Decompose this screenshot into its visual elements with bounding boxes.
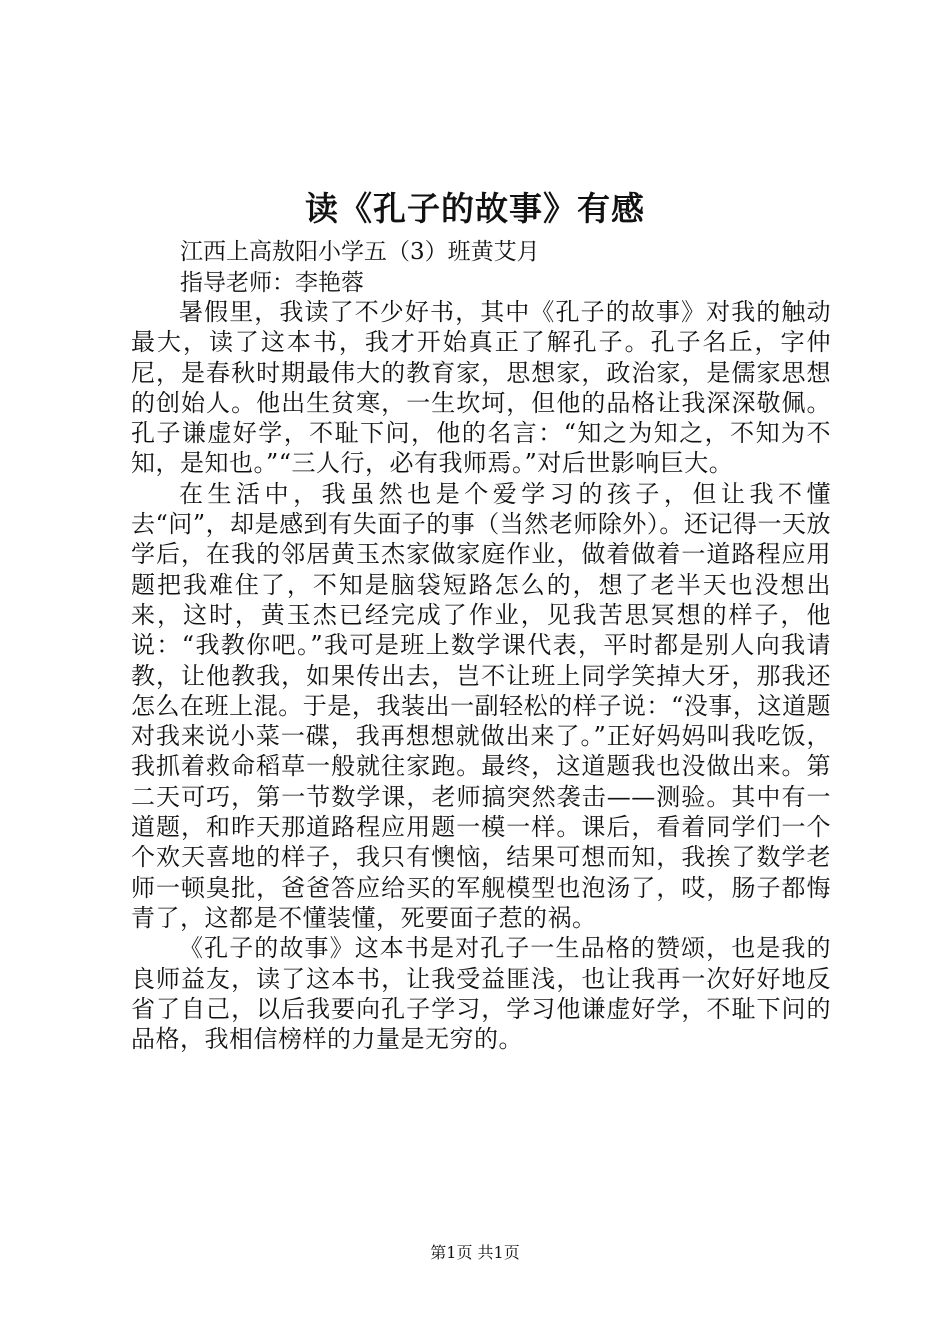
page-footer: 第1页 共1页: [430, 1243, 520, 1262]
paragraph-1: 暑假里，我读了不少好书，其中《孔子的故事》对我的触动最大，读了这本书，我才开始真正了解孔子。孔子名丘，字仲尼，是春秋时期最伟大的教育家，思想家，政治家，是儒家思想的创始人。他出生贫寒，一生坎坷，但他的品格让我深深敬佩。孔子谦虚好学，不耻下问，他的名言：“知之为知之，不知为不知，是知也。”“三人行，必有我师焉。”对后世影响巨大。: [131, 298, 831, 478]
essay-body: [131, 297, 831, 1054]
teacher-line: 指导老师：李艳蓉: [180, 270, 364, 296]
document-title: 读《孔子的故事》有感: [305, 189, 645, 228]
author-line: 江西上高敖阳小学五（3）班黄艾月: [180, 239, 540, 265]
paragraph-3: 《孔子的故事》这本书是对孔子一生品格的赞颂，也是我的良师益友，读了这本书，让我受益匪浅，也让我再一次好好地反省了自己，以后我要向孔子学习，学习他谦虚好学，不耻下问的品格，我相信榜样的力量是无穷的。: [131, 934, 831, 1054]
paragraph-2: 在生活中，我虽然也是个爱学习的孩子，但让我不懂去“问”，却是感到有失面子的事（当然老师除外）。还记得一天放学后，在我的邻居黄玉杰家做家庭作业，做着做着一道路程应用题把我难住了，不知是脑袋短路怎么的，想了老半天也没想出来，这时，黄玉杰已经完成了作业，见我苦思冥想的样子，他说：“我教你吧。”我可是班上数学课代表，平时都是别人向我请教，让他教我，如果传出去，岂不让班上同学笑掉大牙，那我还怎么在班上混。于是，我装出一副轻松的样子说：“没事，这道题对我来说小菜一碟，我再想想就做出来了。”正好妈妈叫我吃饭，我抓着救命稻草一般就往家跑。最终，这道题我也没做出来。第二天可巧，第一节数学课，老师搞突然袭击——测验。其中有一道题，和昨天那道路程应用题一模一样。课后，看着同学们一个个欢天喜地的样子，我只有懊恼，结果可想而知，我挨了数学老师一顿臭批，爸爸答应给买的军舰模型也泡汤了，哎，肠子都悔青了，这都是不懂装懂，死要面子惹的祸。: [131, 479, 831, 932]
